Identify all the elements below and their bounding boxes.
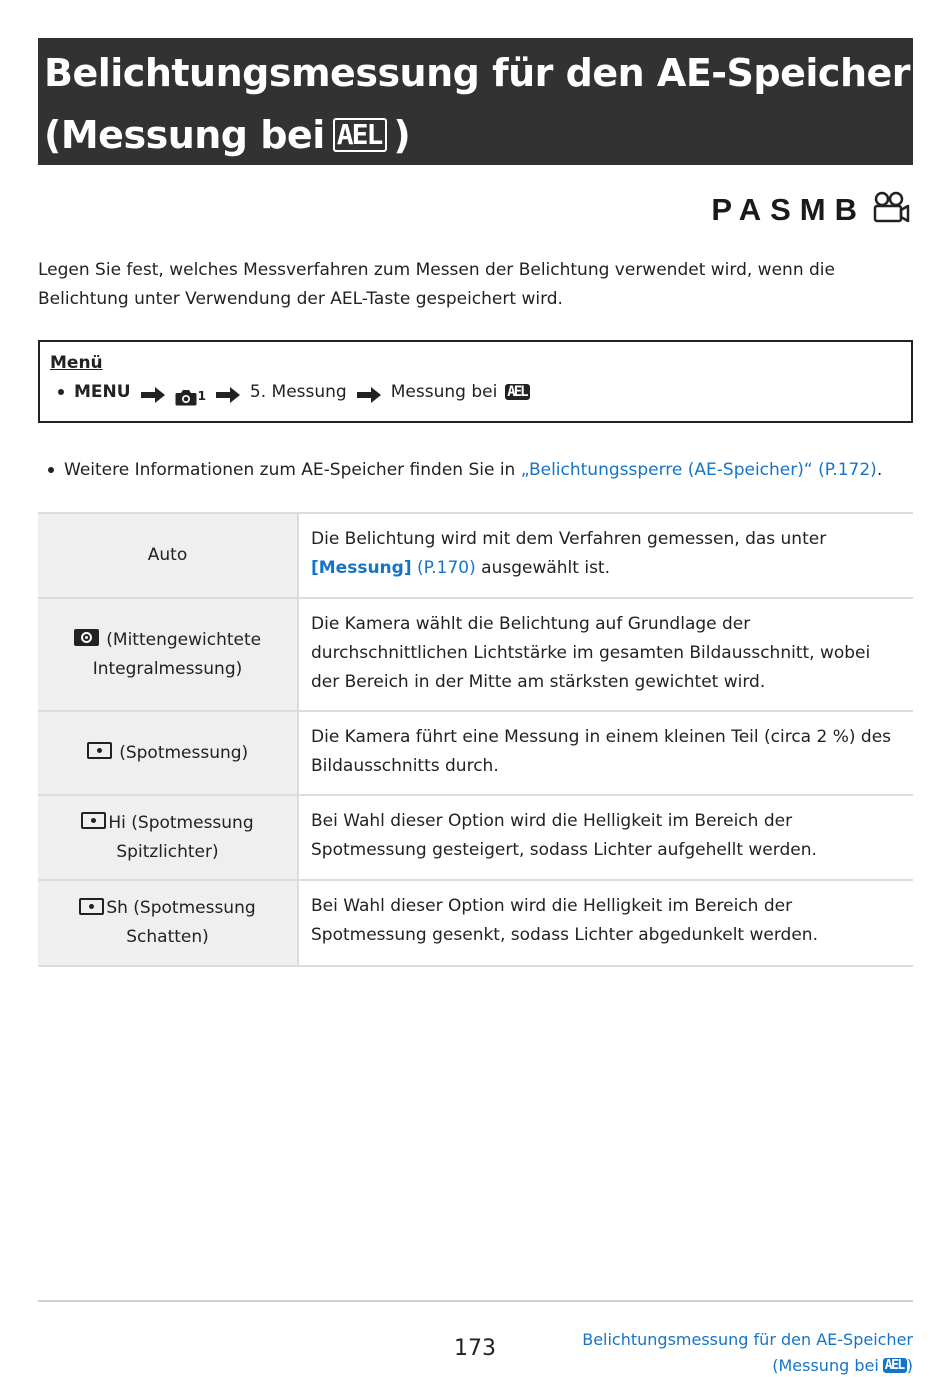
option-description: Bei Wahl dieser Option wird die Helligkeit im Bereich der Spotmessung gesteigert, sodass Lichter aufgehellt werden. [298,795,913,880]
spot-metering-icon [79,898,104,915]
page-reference-link[interactable]: (P.170) [417,558,476,578]
option-description: Die Kamera führt eine Messung in einem kleinen Teil (circa 2 %) des Bildausschnitts durch. [298,711,913,795]
menu-item-label: Messung bei [390,382,498,402]
page-title-line-2 [44,104,907,166]
info-line [38,456,913,484]
camera-tab-number: 1 [197,389,206,403]
option-description-text: ausgewählt ist. [481,558,610,578]
option-label: (Mittengewichtete Integralmessung) [92,629,262,679]
option-label-cell [38,711,298,795]
info-suffix: . [876,460,883,480]
footer-divider [38,1300,913,1302]
bullet-icon [48,467,54,473]
footer-title-line-2: (Messung bei [772,1356,879,1375]
option-description [298,513,913,598]
menu-title: Menü [50,353,103,373]
bullet-icon [58,389,64,395]
menu-path [50,378,901,406]
options-table [38,512,913,967]
footer-title-line-1: Belichtungsmessung für den AE-Speicher [582,1330,913,1349]
ael-icon: AEL [333,118,388,152]
option-label: (Spotmessung) [119,742,249,763]
option-label-cell [38,795,298,880]
spot-metering-icon [87,742,112,759]
camera-icon [175,378,206,406]
ael-icon: AEL [505,384,529,400]
page-number: 173 [454,1336,496,1361]
page-title-prefix: (Messung bei [44,113,325,157]
option-label-cell [38,598,298,711]
intro-text: Legen Sie fest, welches Messverfahren zum Messen der Belichtung verwendet wird, wenn die Belichtung unter Verwendung der AEL-Taste gespeichert wird. [38,260,835,309]
menu-section-label: 5. Messung [249,382,347,402]
table-row [38,598,913,711]
page-title-bar [38,38,913,165]
mode-letters: PASMB [711,192,866,227]
ae-lock-link[interactable]: „Belichtungssperre (AE-Speicher)“ (P.172) [520,460,877,480]
footer-title-suffix: ) [906,1356,913,1375]
table-row [38,513,913,598]
footer-chapter-link[interactable] [582,1327,913,1377]
ael-icon: AEL [883,1358,907,1373]
arrow-right-icon [357,384,381,400]
option-label: Auto [147,545,188,565]
shooting-modes [711,190,910,230]
menu-box [38,340,913,423]
arrow-right-icon [216,384,240,400]
menu-root-label: MENU [74,382,131,402]
table-row [38,880,913,966]
info-text: Weitere Informationen zum AE-Speicher finden Sie in [64,460,516,480]
option-label: Hi (Spotmessung Spitzlichter) [108,812,254,862]
movie-camera-icon [872,191,910,229]
spot-metering-icon [81,812,106,829]
option-description: Bei Wahl dieser Option wird die Helligkeit im Bereich der Spotmessung gesenkt, sodass Lichter abgedunkelt werden. [298,880,913,966]
messung-link[interactable]: [Messung] [311,558,412,578]
table-row [38,711,913,795]
page-title-line-1: Belichtungsmessung für den AE-Speicher [44,51,911,95]
option-label-cell [38,513,298,598]
table-row [38,795,913,880]
page-title-suffix: ) [393,113,411,157]
option-label-cell [38,880,298,966]
option-description-text: Die Belichtung wird mit dem Verfahren gemessen, das unter [311,529,827,549]
option-description: Die Kamera wählt die Belichtung auf Grundlage der durchschnittlichen Lichtstärke im gesamten Bildausschnitt, wobei der Bereich in der Mitte am stärksten gewichtet wird. [298,598,913,711]
option-label: Sh (Spotmessung Schatten) [106,898,256,947]
arrow-right-icon [141,384,165,400]
center-weighted-metering-icon [74,629,99,646]
